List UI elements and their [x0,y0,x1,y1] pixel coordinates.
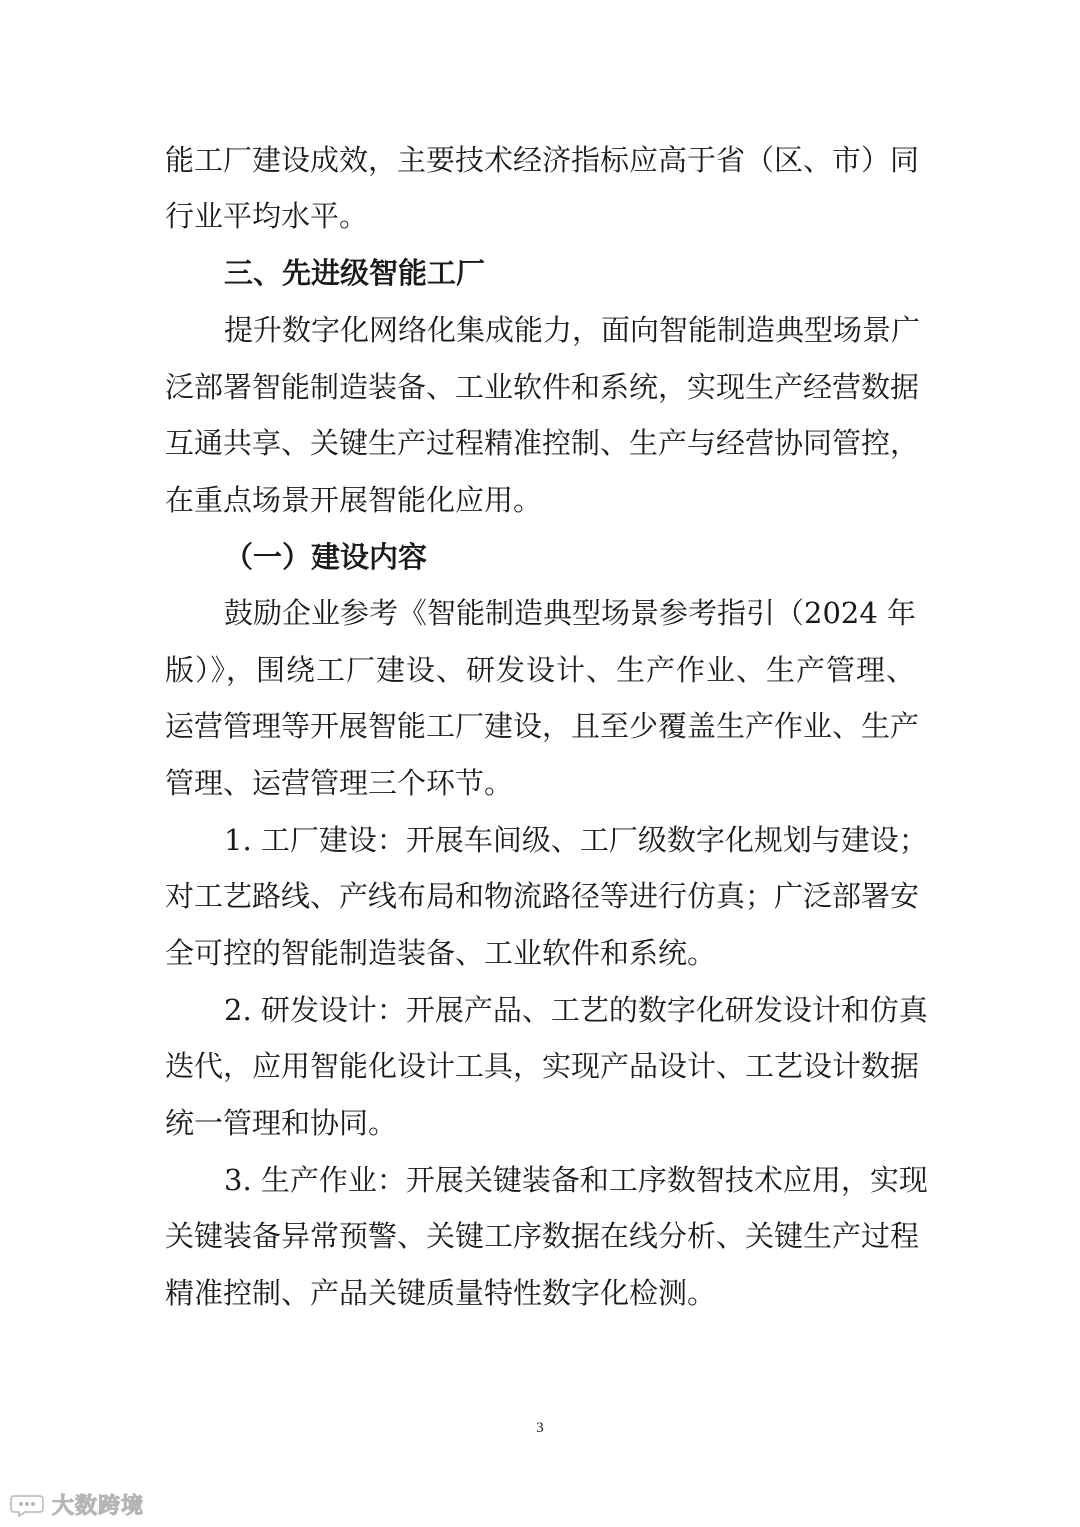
paragraph-line: 行业平均水平。 [165,199,369,233]
watermark-text: 大数跨境 [52,1493,145,1519]
list-item-line: 精准控制、产品关键质量特性数字化检测。 [165,1276,717,1310]
list-item-line: 关键装备异常预警、关键工序数据在线分析、关键生产过程 [165,1219,920,1253]
page-number: 3 [536,1420,544,1436]
list-item-line: 全可控的智能制造装备、工业软件和系统。 [165,936,717,970]
paragraph-line: 鼓励企业参考《智能制造典型场景参考指引（2024 年 [224,596,917,630]
paragraph-line: 管理、运营管理三个环节。 [165,766,514,800]
list-item-line: 迭代，应用智能化设计工具，实现产品设计、工艺设计数据 [165,1049,920,1083]
list-item-line: 对工艺路线、产线布局和物流路径等进行仿真；广泛部署安 [165,879,920,913]
paragraph-line: 泛部署智能制造装备、工业软件和系统，实现生产经营数据 [165,370,920,404]
paragraph-line: 运营管理等开展智能工厂建设，且至少覆盖生产作业、生产 [165,709,920,743]
list-item-line: 统一管理和协同。 [165,1106,398,1140]
section-heading: 三、先进级智能工厂 [224,256,486,290]
list-item-line: 3. 生产作业：开展关键装备和工序数智技术应用，实现 [224,1163,928,1197]
paragraph-line: 能工厂建设成效，主要技术经济指标应高于省（区、市）同 [165,143,920,177]
chat-bubble-icon [10,1491,44,1517]
list-item-line: 1. 工厂建设：开展车间级、工厂级数字化规划与建设； [224,823,928,857]
sub-heading: （一）建设内容 [224,540,428,574]
paragraph-line: 版）》，围绕工厂建设、研发设计、生产作业、生产管理、 [165,653,915,687]
paragraph-line: 在重点场景开展智能化应用。 [165,483,543,517]
watermark [10,1488,144,1520]
list-item-line: 2. 研发设计：开展产品、工艺的数字化研发设计和仿真 [224,993,928,1027]
paragraph-line: 互通共享、关键生产过程精准控制、生产与经营协同管控， [165,426,920,460]
paragraph-line: 提升数字化网络化集成能力，面向智能制造典型场景广 [224,313,921,347]
